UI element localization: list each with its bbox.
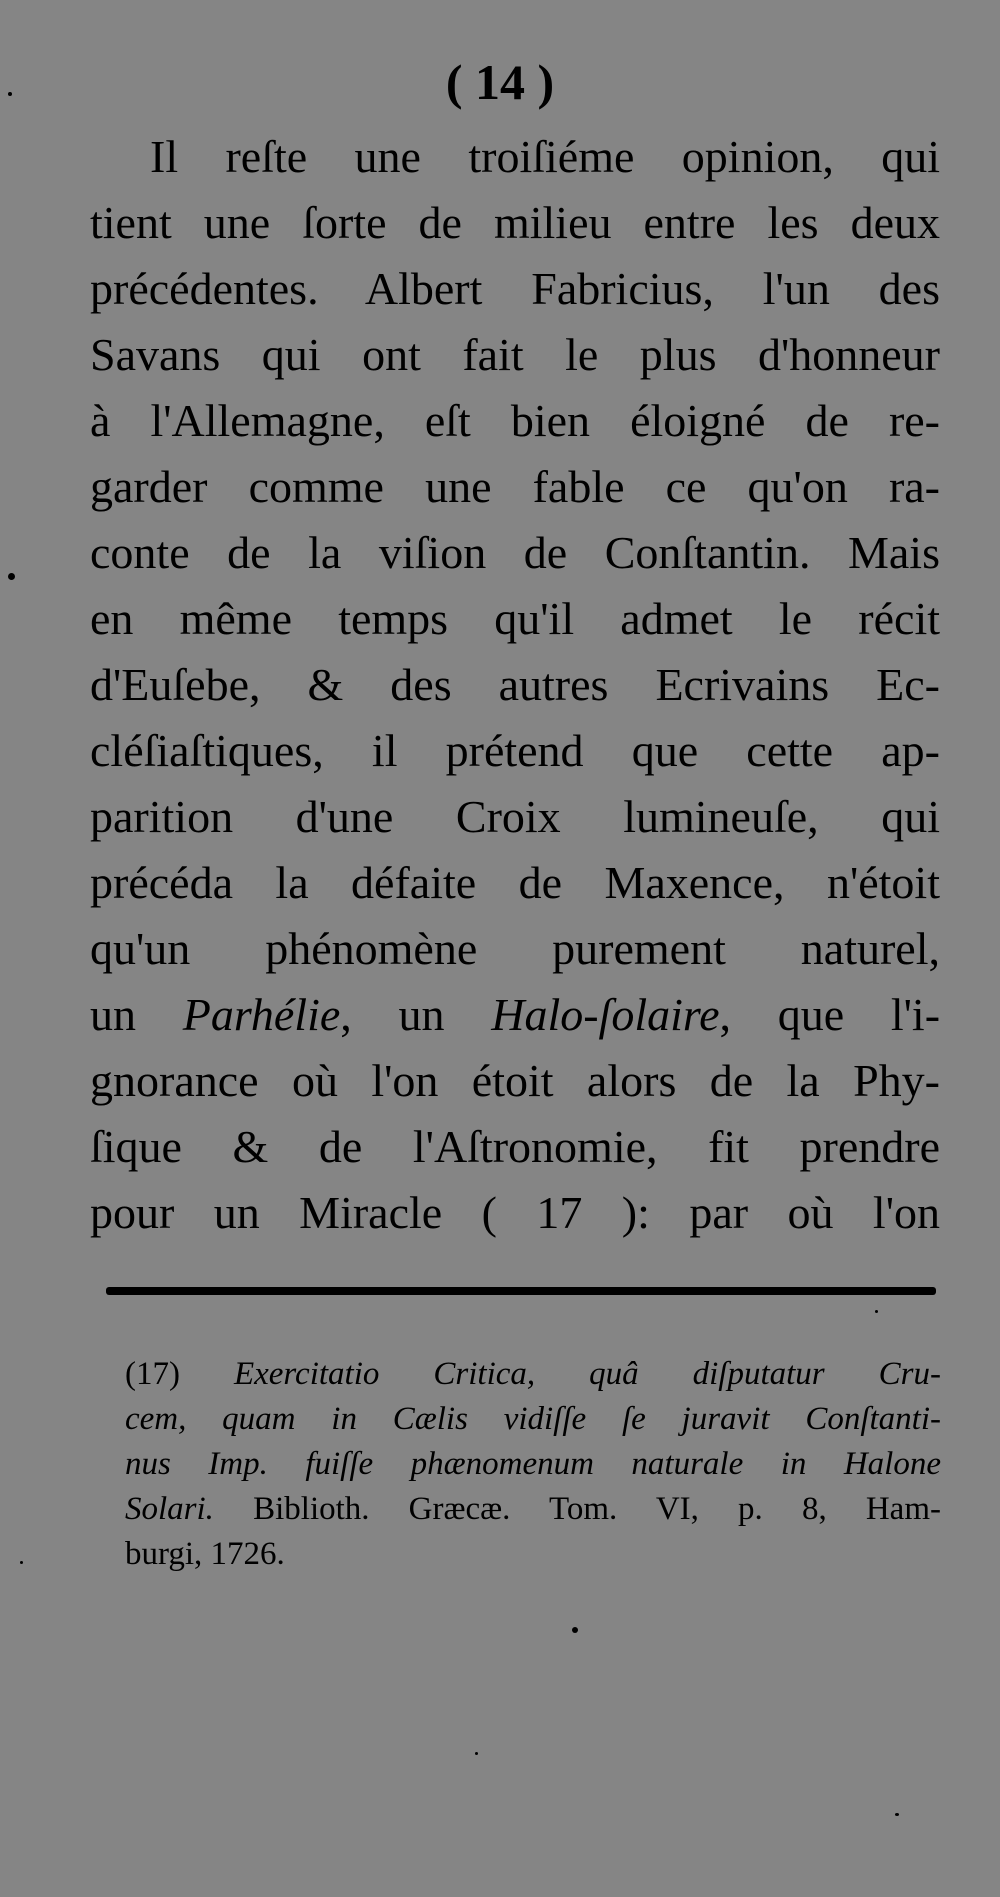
footnote-line: burgi, 1726. <box>125 1536 285 1572</box>
body-line: précéda la défaite de Maxence, n'étoit <box>90 857 940 908</box>
body-line: pour un Miracle ( 17 ): par où l'on <box>90 1187 940 1238</box>
body-line: parition d'une Croix lumineuſe, qui <box>90 791 940 842</box>
body-text-run: un <box>90 989 136 1040</box>
body-line: garder comme une fable ce qu'on ra- <box>90 461 940 512</box>
body-line: tient une ſorte de milieu entre les deux <box>90 197 940 248</box>
body-line: à l'Allemagne, eſt bien éloigné de re- <box>90 395 940 446</box>
footnote-line <box>125 1352 941 1397</box>
scan-speck <box>20 1561 23 1564</box>
footnote-rule <box>106 1287 936 1295</box>
footnote-marker: (17) <box>125 1356 180 1392</box>
footnote-line: nus Imp. fuiſſe phænomenum naturale in Halone <box>125 1446 941 1482</box>
body-line: conte de la viſion de Conſtantin. Mais <box>90 527 940 578</box>
scan-speck <box>475 1752 478 1755</box>
scan-speck <box>8 92 12 96</box>
body-line: d'Euſebe, & des autres Ecrivains Ec- <box>90 659 940 710</box>
body-text-run: , que l'i- <box>719 989 941 1040</box>
body-line-italic-terms <box>90 982 940 1048</box>
scan-speck <box>875 1310 878 1313</box>
scan-speck <box>895 1813 899 1816</box>
scan-speck <box>8 573 15 580</box>
body-line: ſique & de l'Aſtronomie, fit prendre <box>90 1121 940 1172</box>
italic-term-halo-solaire: Halo-ſolaire <box>491 989 720 1040</box>
body-line: Il reſte une troiſiéme opinion, qui <box>150 131 940 182</box>
scan-speck <box>572 1627 578 1633</box>
body-text <box>90 124 940 1246</box>
footnote-citation: Biblioth. Græcæ. Tom. VI, p. 8, Ham- <box>253 1491 941 1527</box>
italic-term-parhelie: Parhélie <box>182 989 341 1040</box>
body-text-run: , un <box>340 989 445 1040</box>
body-line: cléſiaſtiques, il prétend que cette ap- <box>90 725 940 776</box>
body-line: en même temps qu'il admet le récit <box>90 593 940 644</box>
footnote-line: cem, quam in Cælis vidiſſe ſe juravit Conſtanti- <box>125 1401 941 1437</box>
footnote-title: Exercitatio Critica, quâ diſputatur Cru- <box>233 1356 941 1392</box>
body-line: qu'un phénomène purement naturel, <box>90 923 940 974</box>
page-number: ( 14 ) <box>445 54 555 110</box>
footnote-title: Solari. <box>125 1491 214 1527</box>
body-line: Savans qui ont fait le plus d'honneur <box>90 329 940 380</box>
footnote-line <box>125 1487 941 1532</box>
body-line: gnorance où l'on étoit alors de la Phy- <box>90 1055 940 1106</box>
body-line: précédentes. Albert Fabricius, l'un des <box>90 263 940 314</box>
footnote <box>125 1352 941 1577</box>
